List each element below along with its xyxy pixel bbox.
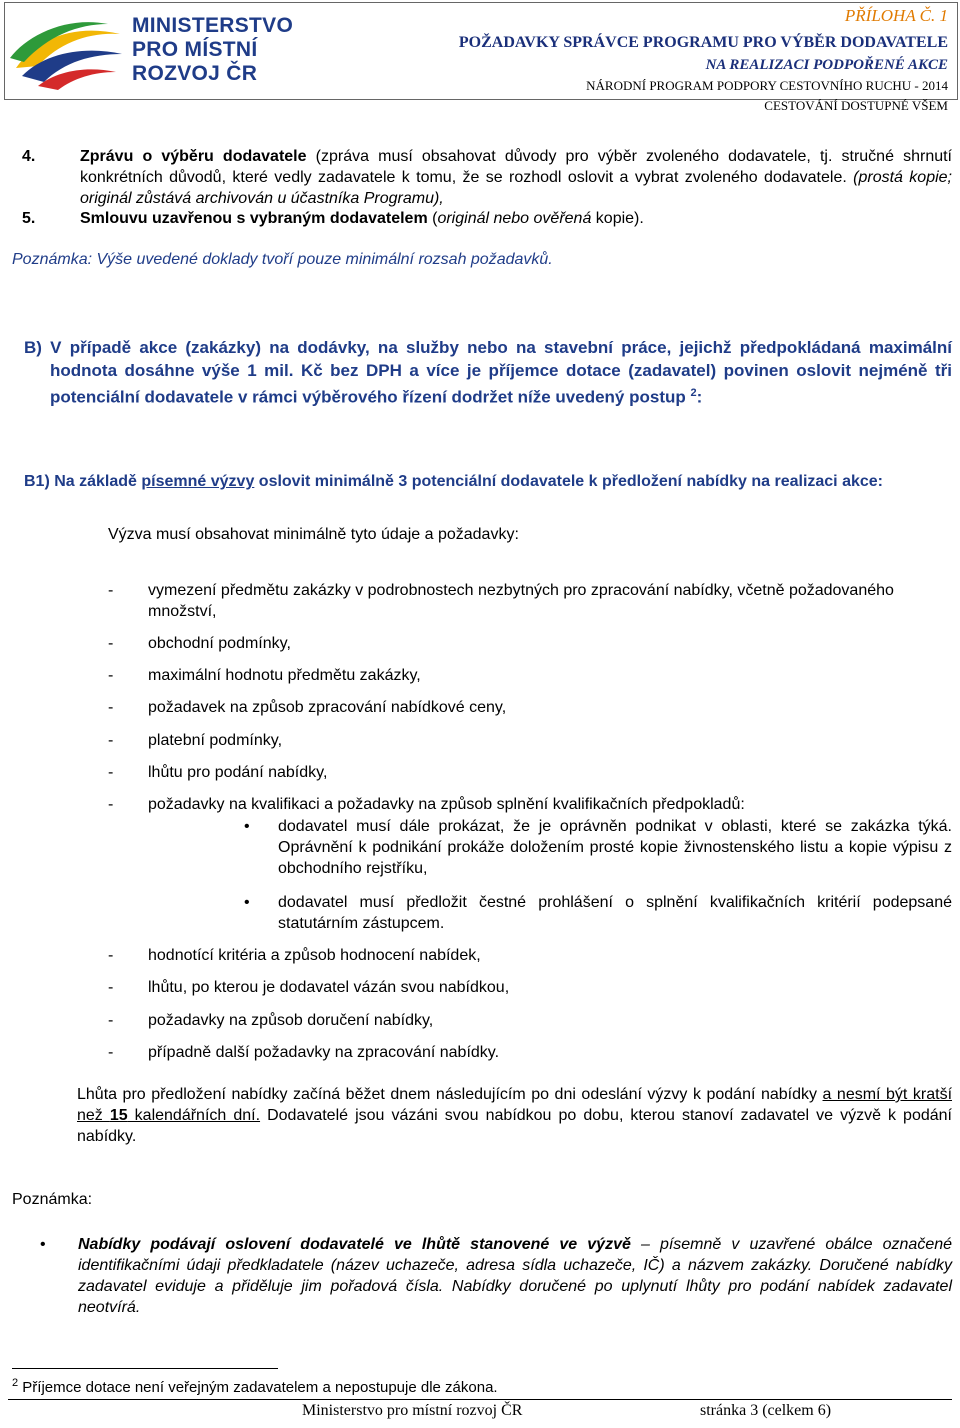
list-item-text: lhůtu pro podání nabídky, <box>148 764 328 781</box>
item-5-paren-open: ( <box>427 210 438 227</box>
deadline-underlined-1: a nesmí být kratší než <box>77 1086 953 1124</box>
section-b1 <box>24 471 952 492</box>
dash-marker: - <box>108 1012 114 1029</box>
annex-label: PŘÍLOHA Č. 1 <box>844 6 948 25</box>
dash-marker: - <box>108 582 114 599</box>
header-title-3: NÁRODNÍ PROGRAM PODPORY CESTOVNÍHO RUCHU - 2014 <box>586 78 948 93</box>
logo-line-2: PRO MÍSTNÍ <box>132 38 258 61</box>
deadline-days: 15 <box>109 1107 128 1124</box>
header-title-2: NA REALIZACI PODPOŘENÉ AKCE <box>705 57 948 73</box>
item-5-title: Smlouvu uzavřenou s vybraným dodavatelem <box>80 210 428 227</box>
logo-line-1: MINISTERSTVO <box>132 14 294 37</box>
call-intro: Výzva musí obsahovat minimálně tyto údaje a požadavky: <box>108 526 519 543</box>
dash-marker: - <box>108 667 114 684</box>
item-5 <box>22 208 952 229</box>
sub-bullet-text: dodavatel musí dále prokázat, že je oprávněn podnikat v oblasti, které se zakázka týká. Oprávnění k podnikání prokáže doložením prosté kopie živnostenského listu a kopie výpisu z obchodního rejstříku, <box>278 818 952 877</box>
section-b1-prefix: B1) Na základě <box>24 473 142 490</box>
list-item-text: požadavky na způsob doručení nabídky, <box>148 1012 434 1029</box>
header-title-4: CESTOVÁNÍ DOSTUPNÉ VŠEM <box>764 98 948 113</box>
note-text: – písemně v uzavřené obálce označené identifikačními údaji předkladatele (název uchazeče, adresa sídla uchazeče, IČ) a názvem zakázky. Doručené nabídky zadavatel eviduje a přiděluje jim pořadová čísla. Nabídky doručené po uplynutí lhůty pro podání nabídek zadavatel neotvírá. <box>78 1236 953 1316</box>
list-item-text: obchodní podmínky, <box>148 635 291 652</box>
item-4-text: (zpráva musí obsahovat důvody pro výběr zvoleného dodavatele, tj. stručné shrnutí konkrétních důvodů, které vedly zadavatele k tomu, že se rozhodl oslovit a vybrat zvoleného dodavatele. <box>80 148 953 186</box>
written-call-link: písemné výzvy <box>141 473 255 490</box>
list-item-text: maximální hodnotu předmětu zakázky, <box>148 667 421 684</box>
footnote-ref: 2 <box>690 387 697 399</box>
footnote-number: 2 <box>12 1377 19 1389</box>
footnote-divider <box>12 1368 278 1369</box>
bullet-icon: • <box>244 818 250 835</box>
item-4-italic: (prostá kopie; originál zůstává archivován u účastníka Programu), <box>80 169 952 207</box>
dash-marker: - <box>108 732 114 749</box>
deadline-text-2: Dodavatelé jsou vázáni svou nabídkou po dobu, kterou stanoví zadavatel ve výzvě k podání nabídky. <box>77 1107 952 1145</box>
footer-line <box>8 1399 952 1400</box>
item-5-italic: originál nebo ověřená <box>437 210 592 227</box>
footnote <box>12 1377 498 1396</box>
deadline-paragraph <box>77 1084 952 1147</box>
item-5-number: 5. <box>22 210 36 227</box>
footnote-text: Příjemce dotace není veřejným zadavatelem a nepostupuje dle zákona. <box>18 1379 498 1396</box>
dash-marker: - <box>108 635 114 652</box>
item-5-paren-close: kopie). <box>591 210 644 227</box>
logo-swoosh-icon <box>8 6 126 94</box>
deadline-underlined-2: kalendářních dní. <box>127 1107 261 1124</box>
logo-line-3: ROZVOJ ČR <box>132 62 258 85</box>
footer-left: Ministerstvo pro místní rozvoj ČR <box>302 1402 523 1419</box>
note-bold: Nabídky podávají oslovení dodavatelé ve lhůtě stanovené ve výzvě <box>78 1236 631 1253</box>
list-item-text: vymezení předmětu zakázky v podrobnostech nezbytných pro zpracování nabídky, včetně požadovaného množství, <box>148 582 894 620</box>
item-4 <box>22 146 952 209</box>
sub-bullet-item <box>244 892 952 934</box>
dash-marker: - <box>108 979 114 996</box>
section-b-text: B) V případě akce (zakázky) na dodávky, na služby nebo na stavební práce, jejichž předpokládaná maximální hodnota dosáhne výše 1 mil. Kč bez DPH a více je příjemce dotace (zadavatel) povinen oslovit nejméně tři potenciální dodavatele v rámci výběrového řízení dodržet níže uvedený postup <box>24 338 952 407</box>
list-item-text: lhůtu, po kterou je dodavatel vázán svou nabídkou, <box>148 979 510 996</box>
dash-marker: - <box>108 699 114 716</box>
note-label: Poznámka: <box>12 1191 93 1208</box>
sub-bullet-text: dodavatel musí předložit čestné prohlášení o splnění kvalifikačních kritérií podepsané statutárním zástupcem. <box>278 894 952 932</box>
section-b <box>24 336 952 409</box>
dash-marker: - <box>108 796 114 813</box>
dash-marker: - <box>108 1044 114 1061</box>
list-item-text: případně další požadavky na zpracování nabídky. <box>148 1044 500 1061</box>
header-title-1: POŽADAVKY SPRÁVCE PROGRAMU PRO VÝBĚR DODAVATELE <box>458 34 948 51</box>
bullet-icon: • <box>244 894 250 911</box>
list-item-text: hodnotící kritéria a způsob hodnocení nabídek, <box>148 947 481 964</box>
item-4-number: 4. <box>22 148 36 165</box>
section-b1-suffix: oslovit minimálně 3 potenciální dodavatele k předložení nabídky na realizaci akce: <box>254 473 883 490</box>
sub-bullet-item <box>244 816 952 879</box>
note-bullet <box>40 1234 952 1318</box>
dash-marker: - <box>108 947 114 964</box>
item-4-title: Zprávu o výběru dodavatele <box>80 148 307 165</box>
bullet-icon: • <box>40 1236 46 1253</box>
footer-right: stránka 3 (celkem 6) <box>700 1402 832 1419</box>
note-minimum: Poznámka: Výše uvedené doklady tvoří pouze minimální rozsah požadavků. <box>12 251 553 268</box>
section-b-colon: : <box>696 387 703 407</box>
list-item-text: platební podmínky, <box>148 732 283 749</box>
list-item-text: požadavky na kvalifikaci a požadavky na způsob splnění kvalifikačních předpokladů: <box>148 796 745 813</box>
ministry-logo <box>8 6 294 94</box>
list-item-text: požadavek na způsob zpracování nabídkové ceny, <box>148 699 507 716</box>
deadline-text-1: Lhůta pro předložení nabídky začíná běžet dnem následujícím po dni odeslání výzvy k podání nabídky <box>77 1086 823 1103</box>
dash-marker: - <box>108 764 114 781</box>
